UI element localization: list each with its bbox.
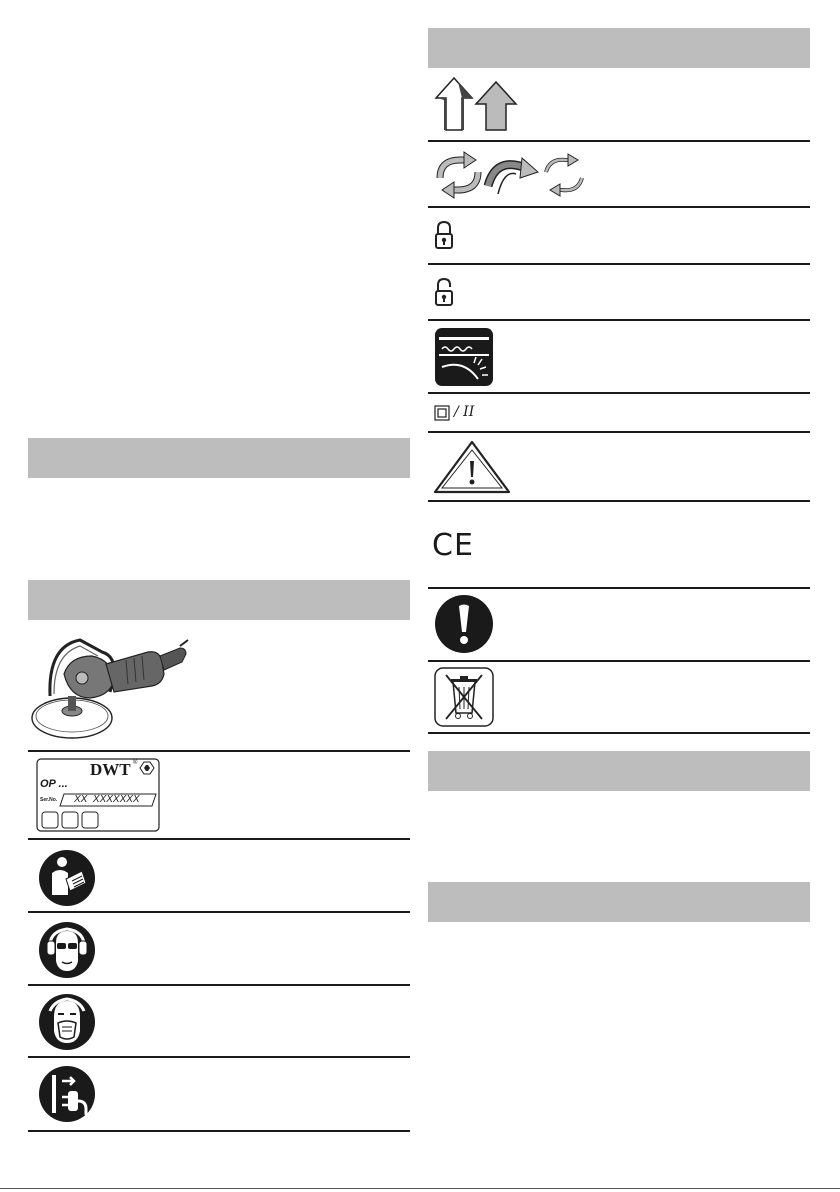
section-header-5 bbox=[428, 882, 810, 922]
lock-open-icon bbox=[434, 277, 454, 307]
protection-class-ii-icon bbox=[434, 405, 450, 421]
divider bbox=[428, 500, 810, 502]
unplug-before-service-icon bbox=[38, 1065, 96, 1123]
divider bbox=[428, 587, 810, 589]
protection-class-text: / II bbox=[454, 404, 475, 420]
divider bbox=[28, 1130, 410, 1132]
divider bbox=[28, 838, 410, 840]
rating-plate-label bbox=[36, 758, 160, 832]
rating-plate-model: OP ... bbox=[40, 778, 68, 790]
divider bbox=[28, 750, 410, 752]
rating-plate-serial-label: Ser.No. bbox=[40, 797, 58, 803]
rating-plate-serial-value: XX XXXXXXX bbox=[74, 794, 140, 805]
lock-closed-icon bbox=[434, 220, 454, 250]
wear-eye-ear-protection-icon bbox=[38, 921, 96, 979]
section-header-1 bbox=[28, 438, 410, 478]
section-header-3 bbox=[428, 28, 810, 68]
divider bbox=[428, 660, 810, 662]
rating-plate-brand: DWT bbox=[90, 760, 131, 779]
divider bbox=[28, 911, 410, 913]
ce-mark-icon: CE bbox=[432, 528, 474, 563]
page-bottom-edge bbox=[0, 1188, 840, 1189]
arrows-up-icon bbox=[434, 76, 524, 134]
weee-crossed-bin-icon bbox=[434, 667, 494, 727]
divider bbox=[28, 1056, 410, 1058]
warning-triangle-icon bbox=[432, 439, 512, 495]
divider bbox=[428, 140, 810, 142]
read-manual-icon bbox=[38, 849, 96, 907]
divider bbox=[428, 263, 810, 265]
section-header-2 bbox=[28, 580, 410, 620]
wear-dust-mask-icon bbox=[38, 993, 96, 1051]
rating-plate-reg-mark: ® bbox=[133, 760, 138, 766]
divider bbox=[428, 392, 810, 394]
rotation-direction-icons bbox=[434, 150, 594, 200]
divider bbox=[428, 206, 810, 208]
hot-surface-spark-icon bbox=[434, 327, 494, 387]
divider bbox=[428, 319, 810, 321]
angle-polisher-tool-image bbox=[30, 626, 190, 744]
divider bbox=[428, 732, 810, 734]
section-header-4 bbox=[428, 751, 810, 791]
attention-exclamation-icon bbox=[434, 594, 494, 654]
divider bbox=[428, 431, 810, 433]
divider bbox=[28, 984, 410, 986]
